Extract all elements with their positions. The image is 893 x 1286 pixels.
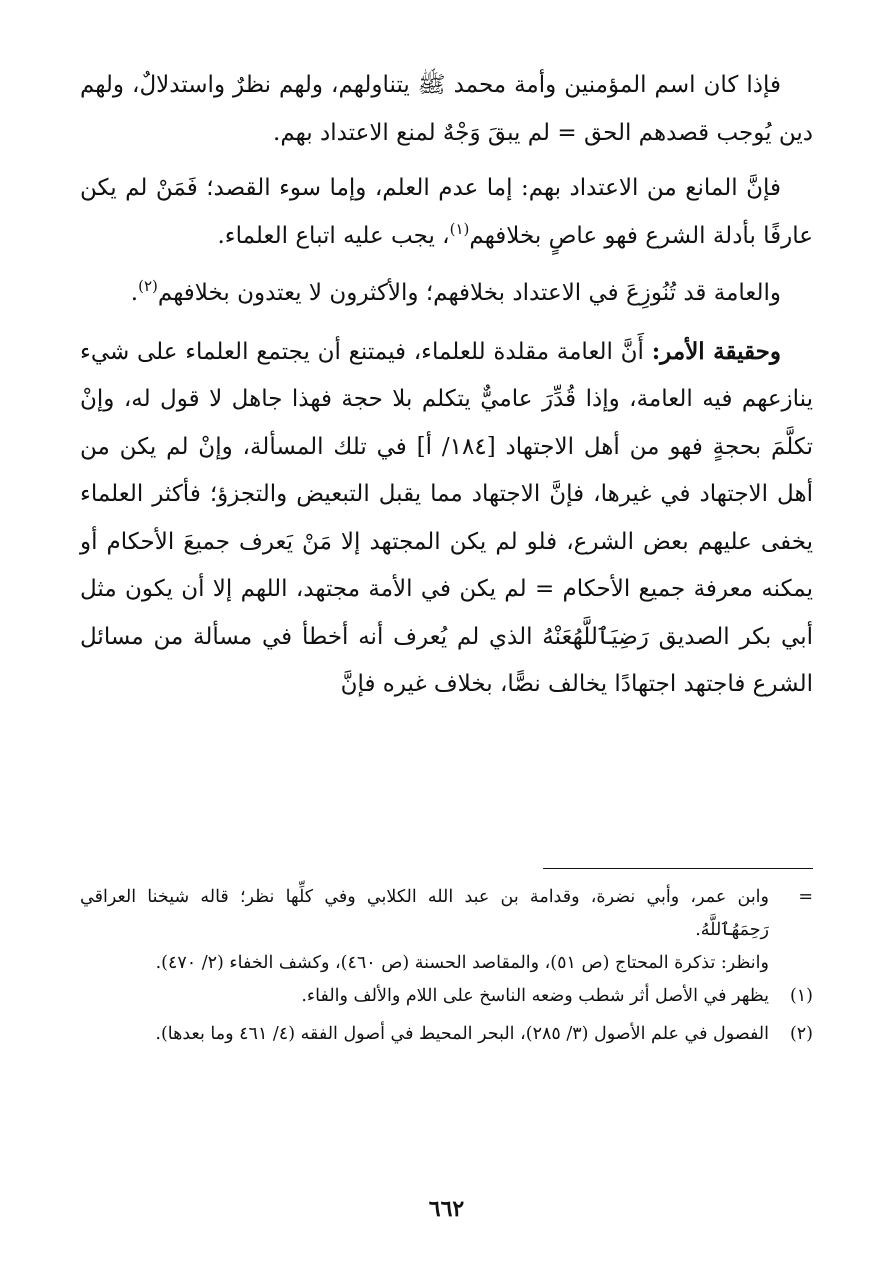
paragraph-3-tail: . xyxy=(130,280,139,306)
footnote-ref-1[interactable]: (١) xyxy=(449,219,470,238)
footnote-2-mark: (٢) xyxy=(789,1024,813,1044)
paragraph-2 xyxy=(80,165,813,262)
continuation-mark: = xyxy=(798,887,813,907)
paragraph-3 xyxy=(80,270,813,320)
footnotes-section xyxy=(80,868,813,1051)
footnote-list xyxy=(80,881,813,1051)
footnote-continuation xyxy=(80,881,813,947)
footnote-2-text: الفصول في علم الأصول (٣/ ٢٨٥)، البحر المحيط في أصول الفقه (٤/ ٤٦١ وما بعدها). xyxy=(155,1024,769,1044)
paragraph-4-lead: وحقيقة الأمر: xyxy=(651,337,781,365)
continuation-text: وابن عمر، وأبي نضرة، وقدامة بن عبد الله الكلابي وفي كلِّها نظر؛ قاله شيخنا العراقي رَحِمَهُٱللَّهُ. xyxy=(80,887,769,940)
footnote-1 xyxy=(80,980,813,1013)
paragraph-2-tail: ، يجب عليه اتباع العلماء. xyxy=(217,222,450,249)
paragraph-1: فإذا كان اسم المؤمنين وأمة محمد ﷺ يتناولهم، ولهم نظرٌ واستدلالٌ، ولهم دين يُوجب قصدهم الحق = لم يبقَ وَجْهٌ لمنع الاعتداد بهم. xyxy=(80,72,813,146)
page-body xyxy=(80,62,813,709)
paragraph-2-text: فإنَّ المانع من الاعتداد بهم: إما عدم العلم، وإما سوء القصد؛ فَمَنْ لم يكن عارفًا بأدلة الشرع فهو عاصٍ بخلافهم xyxy=(80,175,813,249)
footnote-see-also: وانظر: تذكرة المحتاج (ص ٥١)، والمقاصد الحسنة (ص ٤٦٠)، وكشف الخفاء (٢/ ٤٧٠). xyxy=(155,953,769,973)
footnote-2 xyxy=(80,1018,813,1051)
main-text xyxy=(80,62,813,709)
page-number: ٦٦٢ xyxy=(428,1196,465,1222)
paragraph-4-text: أَنَّ العامة مقلدة للعلماء، فيمتنع أن يجتمع العلماء على شيء ينازعهم فيه العامة، وإذا قُدِّرَ عاميٌّ يتكلم بلا حجة فهذا جاهل لا قول له، وإنْ تكلَّمَ بحجةٍ فهو من أهل الاجتهاد [١٨٤/ أ] في تلك المسألة، وإنْ لم يكن من أهل الاجتهاد في غيرها، فإنَّ الاجتهاد مما يقبل التبعيض والتجزؤ؛ فأكثر العلماء يخفى عليهم بعض الشرع، فلو لم يكن المجتهد إلا مَنْ يَعرف جميعَ الأحكام أو يمكنه معرفة جميع الأحكام = لم يكن في الأمة مجتهد، اللهم إلا أن يكون مثل أبي بكر الصديق رَضِيَٱللَّهُعَنْهُ الذي لم يُعرف أنه أخطأ في مسألة من مسائل الشرع فاجتهد اجتهادًا يخالف نصًّا، بخلاف غيره فإنَّ xyxy=(80,338,813,697)
footnote-separator xyxy=(543,868,813,869)
footnote-1-text: يظهر في الأصل أثر شطب وضعه الناسخ على اللام والألف والفاء. xyxy=(301,986,769,1006)
paragraph-3-text: والعامة قد تُنُوزِعَ في الاعتداد بخلافهم؛ والأكثرون لا يعتدون بخلافهم xyxy=(157,280,781,306)
footnote-1-mark: (١) xyxy=(789,986,813,1006)
footnote-ref-2[interactable]: (٢) xyxy=(138,277,158,295)
paragraph-4 xyxy=(80,328,813,709)
